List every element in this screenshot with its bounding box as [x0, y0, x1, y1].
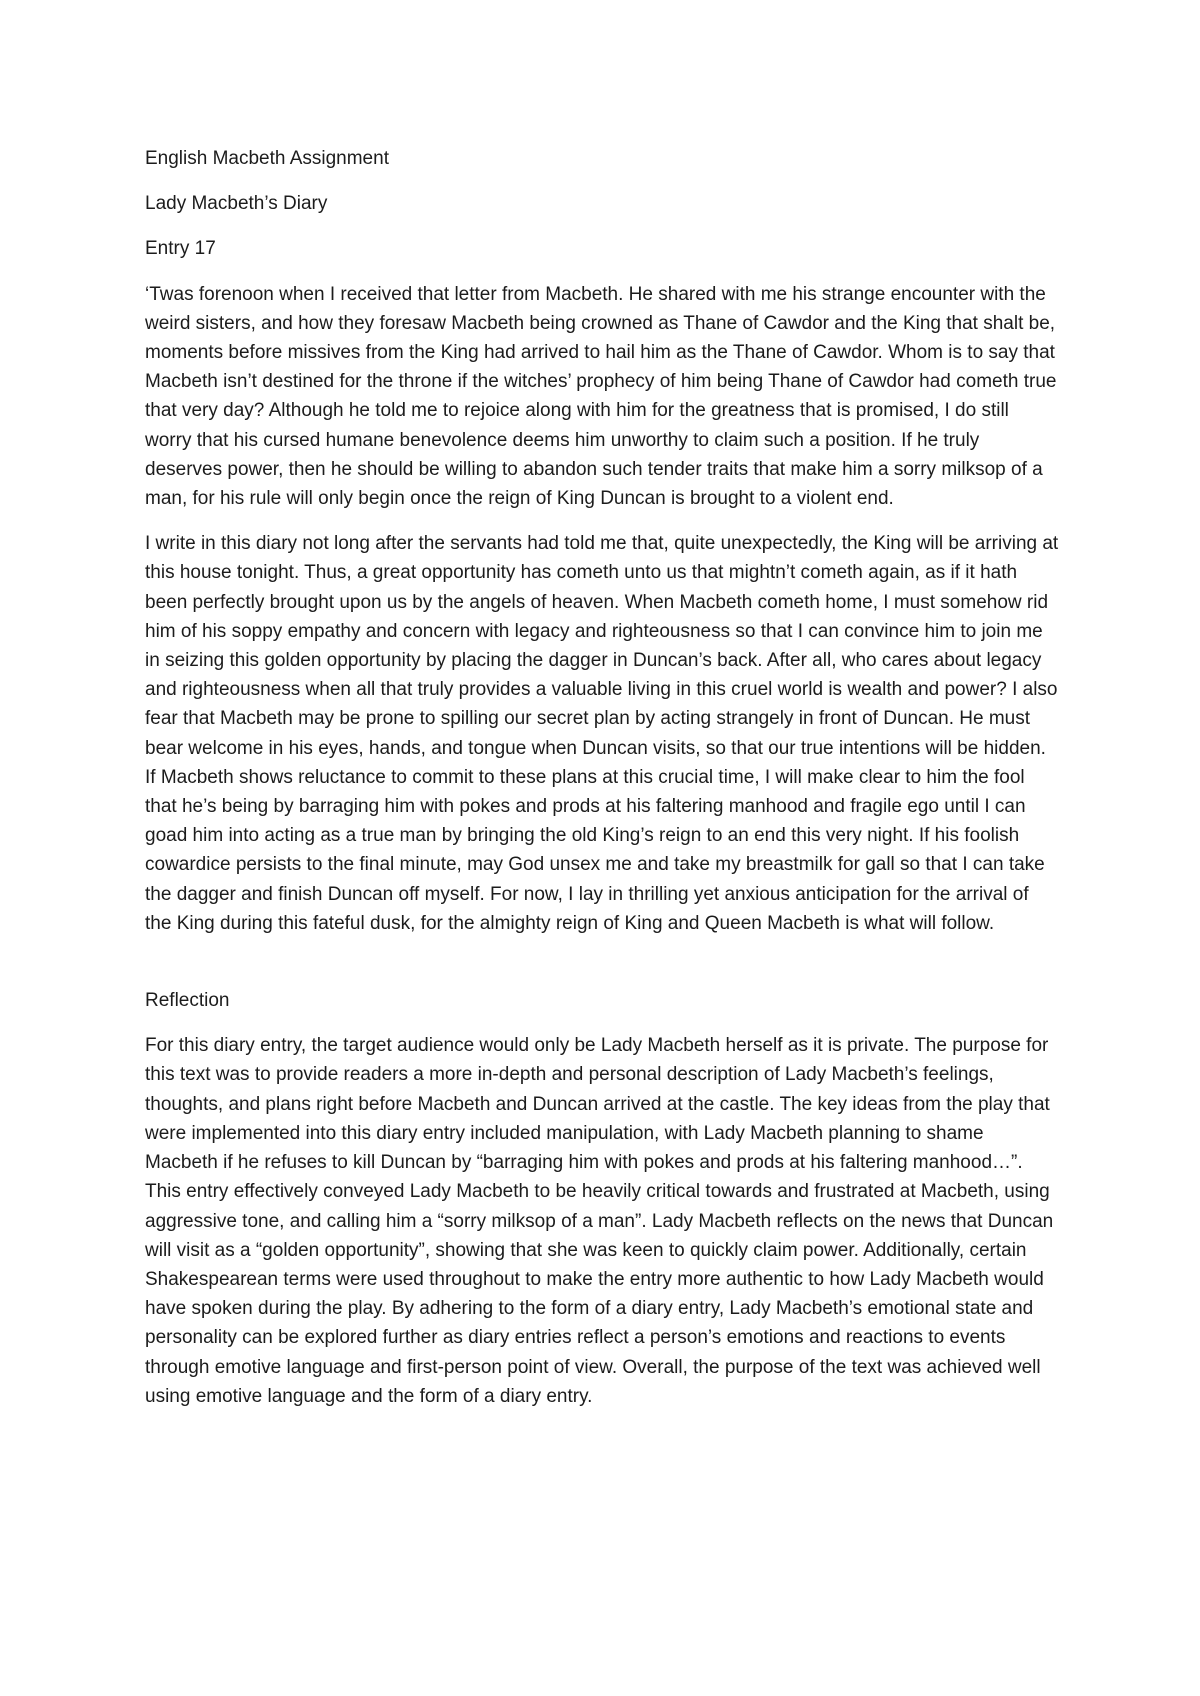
entry-paragraph: I write in this diary not long after the servants had told me that, quite unexpectedly, the King will be arriving at this house tonight. Thus, a great opportunity has cometh unto us that mightn’t cometh again, as if it hath been perfectly brought upon us by the angels of heaven. When Macbeth cometh home, I must somehow rid him of his soppy empathy and concern with legacy and righteousness so that I can convince him to join me in seizing this golden opportunity by placing the dagger in Duncan’s back. After all, who cares about legacy and righteousness when all that truly provides a valuable living in this cruel world is wealth and power? I also fear that Macbeth may be prone to spilling our secret plan by acting strangely in front of Duncan. He must bear welcome in his eyes, hands, and tongue when Duncan visits, so that our true intentions will be hidden. If Macbeth shows reluctance to commit to these plans at this crucial time, I will make clear to him the fool that he’s being by barraging him with pokes and prods at his faltering manhood and fragile ego until I can goad him into acting as a true man by bringing the old King’s reign to an end this very night. If his foolish cowardice persists to the final minute, may God unsex me and take my breastmilk for gall so that I can take the dagger and finish Duncan off myself. For now, I lay in thrilling yet anxious anticipation for the arrival of the King during this fateful dusk, for the almighty reign of King and Queen Macbeth is what will follow.: [145, 533, 1059, 934]
reflection-heading: Reflection: [145, 990, 230, 1012]
assignment-title: English Macbeth Assignment: [145, 148, 389, 169]
diary-title: Lady Macbeth’s Diary: [145, 193, 328, 215]
document-page: [145, 144, 1060, 1427]
entry-label: Entry 17: [145, 238, 216, 260]
section-spacer: [145, 954, 1060, 986]
reflection-paragraph: For this diary entry, the target audience would only be Lady Macbeth herself as it is private. The purpose for this text was to provide readers a more in-depth and personal description of Lady Macbeth’s feelings, thoughts, and plans right before Macbeth and Duncan arrived at the castle. The key ideas from the play that were implemented into this diary entry included manipulation, with Lady Macbeth planning to shame Macbeth if he refuses to kill Duncan by “barraging him with pokes and prods at his faltering manhood…”. This entry effectively conveyed Lady Macbeth to be heavily critical towards and frustrated at Macbeth, using aggressive tone, and calling him a “sorry milksop of a man”. Lady Macbeth reflects on the news that Duncan will visit as a “golden opportunity”, showing that she was keen to quickly claim power. Additionally, certain Shakespearean terms were used throughout to make the entry more authentic to how Lady Macbeth would have spoken during the play. By adhering to the form of a diary entry, Lady Macbeth’s emotional state and personality can be explored further as diary entries reflect a person’s emotions and reactions to events through emotive language and first-person point of view. Overall, the purpose of the text was achieved well using emotive language and the form of a diary entry.: [145, 1035, 1054, 1407]
entry-paragraph: ‘Twas forenoon when I received that letter from Macbeth. He shared with me his strange encounter with the weird sisters, and how they foresaw Macbeth being crowned as Thane of Cawdor and the King that shalt be, moments before missives from the King had arrived to hail him as the Thane of Cawdor. Whom is to say that Macbeth isn’t destined for the throne if the witches’ prophecy of him being Thane of Cawdor had cometh true that very day? Although he told me to rejoice along with him for the greatness that is promised, I do still worry that his cursed humane benevolence deems him unworthy to claim such a position. If he truly deserves power, then he should be willing to abandon such tender traits that make him a sorry milksop of a man, for his rule will only begin once the reign of King Duncan is brought to a violent end.: [145, 283, 1057, 510]
